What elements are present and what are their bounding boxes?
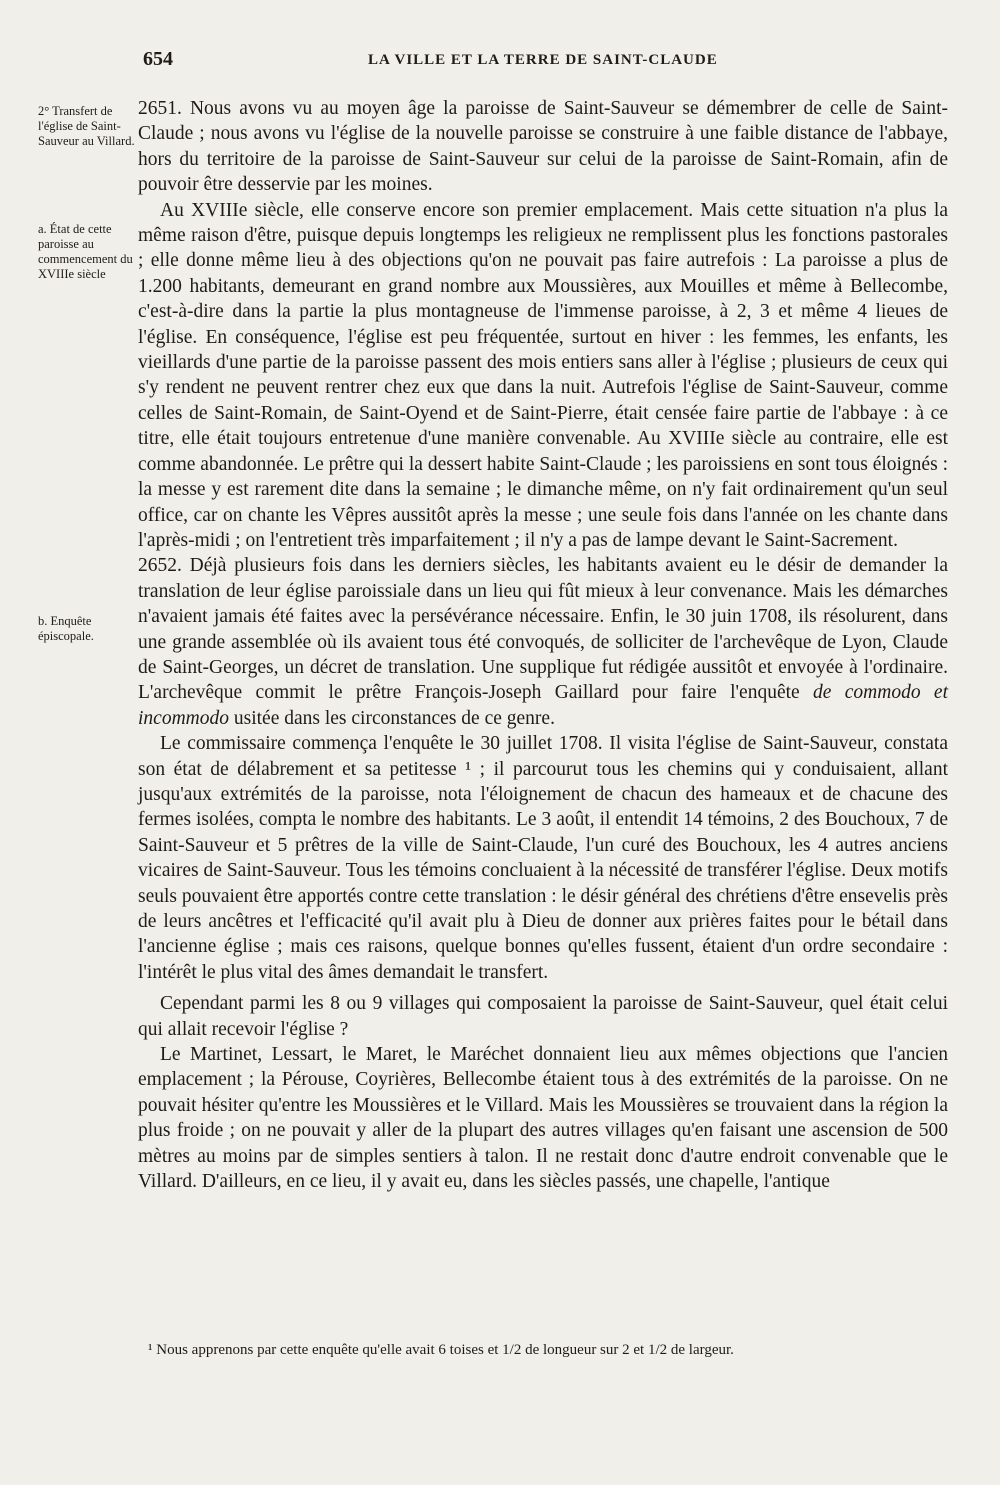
margin-note-etat [38,222,136,282]
running-title: LA VILLE ET LA TERRE DE SAINT-CLAUDE [368,52,718,68]
paragraph-2651: 2651. Nous avons vu au moyen âge la paroisse de Saint-Sauveur se démembrer de celle de Saint-Claude ; nous avons vu l'église de la nouvelle paroisse se construire à une faible distance de l'abbaye, hors du territoire de la paroisse de Saint-Sauveur sur celui de la paroisse de Saint-Romain, afin de pouvoir être desservie par les moines. [138,98,948,196]
margin-note-text: 2° Transfert de l'église de Saint-Sauveur au Villard. [38,104,135,148]
paragraph-etat: Au XVIIIe siècle, elle conserve encore son premier emplacement. Mais cette situation n'a plus la même raison d'être, puisque depuis longtemps les religieux ne remplissent plus les fonctions pastorales ; elle donne même lieu à des objections qu'on ne pouvait pas faire autrefois : La paroisse a plus de 1.200 habitants, demeurant en grand nombre aux Moussières, aux Mouilles et même à Bellecombe, c'est-à-dire dans la partie la plus montagneuse de l'immense paroisse, à 2, 3 et même 4 lieues de l'église. En conséquence, l'église est peu fréquentée, surtout en hiver : les femmes, les enfants, les vieillards d'une partie de la paroisse passent des mois entiers sans aller à l'église ; plusieurs de ceux qui s'y rendent ne peuvent rentrer chez eux que dans la nuit. Autrefois l'église de Saint-Sauveur, comme celles de Saint-Romain, de Saint-Oyend et de Saint-Pierre, était censée faire partie de l'abbaye : à ce titre, elle était toujours entretenue d'une manière convenable. Au XVIIIe siècle au contraire, elle est comme abandonnée. Le prêtre qui la dessert habite Saint-Claude ; les paroissiens en sont tous éloignés : la messe y est rarement dite dans la semaine ; le dimanche même, on n'y fait ordinairement qu'un seul office, car on chante les Vêpres aussitôt après la messe ; une seule fois dans l'année on les chante dans l'après-midi ; on l'entretient très imparfaitement ; il n'y a pas de lampe devant le Saint-Sacrement. [138,199,948,551]
paragraph-commissaire: Le commissaire commença l'enquête le 30 juillet 1708. Il visita l'église de Saint-Sauveur, constata son état de délabrement et sa petitesse ¹ ; il parcourut tous les chemins qui y conduisaient, allant jusqu'aux extrémités de la paroisse, nota l'éloignement de chacun des hameaux et de chacune des fermes isolées, compta le nombre des habitants. Le 3 août, il entendit 14 témoins, 2 des Bouchoux, 7 de Saint-Sauveur et 5 prêtres de la ville de Saint-Claude, l'un curé des Bouchoux, les 4 autres anciens vicaires de Saint-Sauveur. Tous les témoins concluaient à la nécessité de transférer l'église. Deux motifs seuls pouvaient être apportés contre cette translation : le désir général des chrétiens d'être ensevelis près de leurs ancêtres et l'efficacité qu'il avait plu à Dieu de donner aux prières faites pour le bétail dans l'ancienne église ; mais ces raisons, quelque bonnes qu'elles fussent, étaient d'un ordre secondaire : l'intérêt le plus vital des âmes demandait le transfert. [138,733,948,983]
latin-phrase: de commodo et incommodo [138,682,948,729]
footnote [138,1340,948,1360]
paragraph-2652 [138,553,948,731]
margin-note-text: a. État de cette paroisse au commencement du XVIIIe siècle [38,222,133,281]
margin-note-enquete [38,614,136,644]
page-header [143,48,943,74]
paragraph-2652-end: usitée dans les circonstances de ce genre. [233,707,555,729]
page-number: 654 [143,48,173,70]
paragraph-2652-text: 2652. Déjà plusieurs fois dans les derniers siècles, les habitants avaient eu le désir de demander la translation de leur église paroissiale dans un lieu qui fût mieux à leur convenance. Mais les démarches n'avaient jamais été faites avec la persévérance nécessaire. Enfin, le 30 juin 1708, ils résolurent, dans une grande assemblée où ils avaient tous été convoqués, de solliciter de l'archevêque de Lyon, Claude de Saint-Georges, un décret de translation. Une supplique fut rédigée aussitôt et envoyée à l'ordinaire. L'archevêque commit le prêtre François-Joseph Gaillard pour faire l'enquête [138,555,948,704]
paragraph-martinet: Le Martinet, Lessart, le Maret, le Maréchet donnaient lieu aux mêmes objections que l'ancien emplacement ; la Pérouse, Coyrières, Bellecombe étaient tous à des extrémités de la paroisse. On ne pouvait hésiter qu'entre les Moussières et le Villard. Mais les Moussières se trouvaient dans la région la plus froide ; on ne pouvait y aller de la plupart des autres villages qu'en faisant une ascension de 500 mètres au moins par de simples sentiers à talon. Il ne restait donc d'autre endroit convenable que le Villard. D'ailleurs, en ce lieu, il y avait eu, dans les siècles passés, une chapelle, l'antique [138,1044,948,1193]
margin-note-text: b. Enquête épiscopale. [38,614,94,643]
footnote-text: ¹ Nous apprenons par cette enquête qu'elle avait 6 toises et 1/2 de longueur sur 2 et 1/2 de largeur. [148,1342,734,1358]
paragraph-villages: Cependant parmi les 8 ou 9 villages qui composaient la paroisse de Saint-Sauveur, quel était celui qui allait recevoir l'église ? [138,993,948,1040]
margin-note-transfert [38,104,136,149]
main-text [138,96,948,1194]
